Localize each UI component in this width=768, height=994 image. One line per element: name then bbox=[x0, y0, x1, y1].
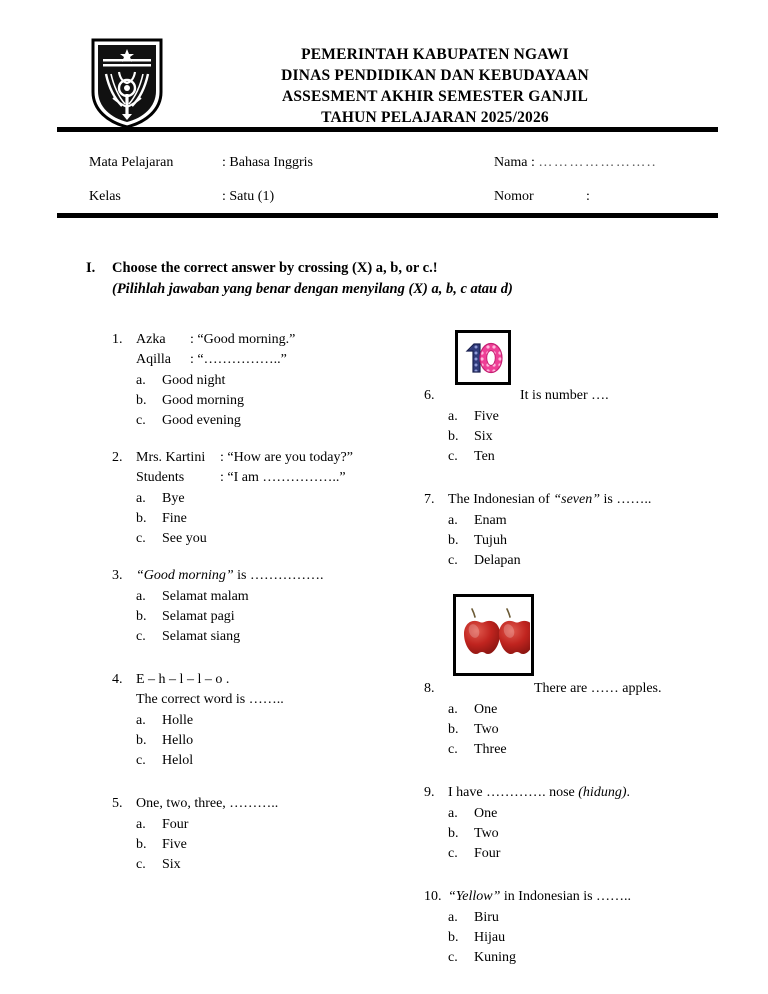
question-8-stem-row bbox=[424, 679, 724, 699]
header-divider-bottom bbox=[57, 213, 718, 218]
question-1-number: 1. bbox=[112, 332, 123, 347]
document-header bbox=[0, 34, 768, 134]
q3-stem-italic: “Good morning” bbox=[136, 568, 234, 583]
question-8-stem: There are …… apples. bbox=[534, 681, 662, 696]
option-c-text: Helol bbox=[162, 753, 194, 768]
question-4 bbox=[112, 670, 412, 771]
option-c-letter: c. bbox=[448, 742, 458, 757]
question-6 bbox=[424, 330, 724, 467]
q7-stem-post: is …….. bbox=[600, 492, 652, 507]
name-label bbox=[494, 155, 657, 171]
subject-label: Mata Pelajaran bbox=[89, 155, 174, 170]
option-b-text: Hijau bbox=[474, 930, 506, 945]
option-c-text: Delapan bbox=[474, 553, 521, 568]
question-9-stem bbox=[448, 783, 724, 803]
question-6-stem: It is number …. bbox=[520, 388, 609, 403]
option-a[interactable] bbox=[136, 587, 412, 607]
question-5 bbox=[112, 794, 412, 875]
q10-stem-post: in Indonesian is …….. bbox=[500, 889, 632, 904]
option-a-text: Good night bbox=[162, 373, 226, 388]
option-b-text: Tujuh bbox=[474, 533, 507, 548]
option-a-letter: a. bbox=[448, 409, 458, 424]
option-c-letter: c. bbox=[448, 846, 458, 861]
apple-right bbox=[499, 609, 530, 654]
subject-value: : Bahasa Inggris bbox=[222, 155, 313, 170]
question-9 bbox=[424, 783, 724, 864]
option-a-letter: a. bbox=[448, 513, 458, 528]
option-b-text: Five bbox=[162, 837, 187, 852]
option-b-text: Hello bbox=[162, 733, 194, 748]
option-a[interactable] bbox=[448, 700, 724, 720]
q9-stem-pre: I have …………. nose bbox=[448, 785, 579, 800]
header-divider-top bbox=[57, 127, 718, 132]
option-b-letter: b. bbox=[136, 837, 147, 852]
option-b[interactable] bbox=[448, 427, 724, 447]
option-b[interactable] bbox=[136, 731, 412, 751]
class-value: : Satu (1) bbox=[222, 189, 275, 204]
option-b-letter: b. bbox=[448, 533, 459, 548]
option-c-letter: c. bbox=[136, 753, 146, 768]
option-b-text: Two bbox=[474, 826, 499, 841]
option-a-letter: a. bbox=[448, 702, 458, 717]
option-c-text: See you bbox=[162, 531, 207, 546]
name-fill-field[interactable]: ………………….. bbox=[538, 155, 657, 170]
question-6-options bbox=[448, 407, 724, 467]
q2-speech-1: : “How are you today?” bbox=[220, 450, 353, 465]
question-1 bbox=[112, 330, 412, 431]
option-b[interactable] bbox=[136, 835, 412, 855]
header-line-3: ASSESMENT AKHIR SEMESTER GANJIL bbox=[281, 88, 589, 105]
option-a-letter: a. bbox=[136, 373, 146, 388]
option-c[interactable] bbox=[136, 529, 412, 549]
option-a-letter: a. bbox=[448, 910, 458, 925]
question-7-options bbox=[448, 511, 724, 571]
question-7-stem bbox=[448, 490, 724, 510]
header-line-4: TAHUN PELAJARAN 2025/2026 bbox=[321, 109, 549, 126]
two-apples-image bbox=[453, 594, 534, 676]
option-a-letter: a. bbox=[136, 713, 146, 728]
questions-left-column bbox=[112, 330, 412, 892]
question-7 bbox=[424, 490, 724, 571]
question-2-options bbox=[136, 489, 412, 549]
q2-speaker-1: Mrs. Kartini bbox=[136, 450, 206, 465]
option-a[interactable] bbox=[136, 489, 412, 509]
option-b[interactable] bbox=[448, 928, 724, 948]
option-b[interactable] bbox=[136, 391, 412, 411]
option-b-letter: b. bbox=[136, 733, 147, 748]
option-a[interactable] bbox=[448, 908, 724, 928]
option-a-text: Holle bbox=[162, 713, 194, 728]
q7-stem-italic: “seven” bbox=[553, 492, 601, 507]
q9-stem-post: . bbox=[626, 785, 630, 800]
question-2-dialog-line-2 bbox=[136, 468, 412, 488]
question-6-image-area bbox=[424, 330, 724, 392]
option-b[interactable] bbox=[136, 509, 412, 529]
q3-stem-rest: is ……………. bbox=[233, 568, 324, 583]
question-4-options bbox=[136, 711, 412, 771]
question-8 bbox=[424, 594, 724, 760]
q1-speaker-2: Aqilla bbox=[136, 352, 171, 367]
question-2-dialog-line-1 bbox=[136, 448, 412, 468]
option-a[interactable] bbox=[448, 511, 724, 531]
option-c-text: Six bbox=[162, 857, 181, 872]
question-10-options bbox=[448, 908, 724, 968]
option-a-letter: a. bbox=[448, 806, 458, 821]
option-b-letter: b. bbox=[136, 393, 147, 408]
question-10-number: 10. bbox=[424, 889, 442, 904]
q10-stem-italic: “Yellow” bbox=[448, 889, 501, 904]
exam-meta-block bbox=[0, 155, 768, 210]
option-c[interactable] bbox=[448, 447, 724, 467]
option-a-text: Enam bbox=[474, 513, 507, 528]
meta-row-class bbox=[0, 189, 768, 215]
option-b-letter: b. bbox=[448, 930, 459, 945]
q2-speech-2: : “I am ……………..” bbox=[220, 470, 346, 485]
option-c-letter: c. bbox=[136, 413, 146, 428]
number-label: Nomor bbox=[494, 189, 534, 204]
option-b-letter: b. bbox=[448, 429, 459, 444]
question-6-number: 6. bbox=[424, 388, 435, 403]
option-a-text: Selamat malam bbox=[162, 589, 249, 604]
option-c[interactable] bbox=[448, 844, 724, 864]
option-c[interactable] bbox=[136, 855, 412, 875]
option-c-letter: c. bbox=[136, 857, 146, 872]
instruction-english-text: Choose the correct answer by crossing (X) a, b, or c.! bbox=[112, 260, 438, 276]
option-a-letter: a. bbox=[136, 491, 146, 506]
question-2 bbox=[112, 448, 412, 549]
question-3-number: 3. bbox=[112, 568, 123, 583]
option-c-text: Selamat siang bbox=[162, 629, 241, 644]
option-a[interactable] bbox=[136, 711, 412, 731]
option-b[interactable] bbox=[448, 720, 724, 740]
question-7-number: 7. bbox=[424, 492, 435, 507]
option-c-text: Three bbox=[474, 742, 507, 757]
question-3-stem bbox=[136, 566, 412, 586]
option-b-letter: b. bbox=[448, 826, 459, 841]
option-c-text: Good evening bbox=[162, 413, 241, 428]
question-4-stem-line-1: E – h – l – l – o . bbox=[136, 672, 230, 687]
number-colon: : bbox=[586, 189, 590, 204]
ngawi-regency-emblem-icon bbox=[89, 36, 165, 130]
apple-left bbox=[464, 609, 500, 654]
option-a-text: Biru bbox=[474, 910, 499, 925]
q1-speech-2: : “……………..” bbox=[190, 352, 287, 367]
meta-row-subject bbox=[0, 155, 768, 181]
question-8-image-area bbox=[424, 594, 724, 672]
option-b-letter: b. bbox=[136, 609, 147, 624]
option-c[interactable] bbox=[448, 740, 724, 760]
option-c-letter: c. bbox=[136, 629, 146, 644]
option-a[interactable] bbox=[448, 804, 724, 824]
question-3-options bbox=[136, 587, 412, 647]
option-a-letter: a. bbox=[136, 817, 146, 832]
q9-stem-italic: (hidung) bbox=[578, 785, 627, 800]
header-line-2: DINAS PENDIDIKAN DAN KEBUDAYAAN bbox=[281, 67, 589, 84]
option-b-text: Fine bbox=[162, 511, 187, 526]
option-a-text: One bbox=[474, 702, 498, 717]
question-10 bbox=[424, 887, 724, 968]
option-b-text: Two bbox=[474, 722, 499, 737]
option-b-text: Good morning bbox=[162, 393, 245, 408]
option-b[interactable] bbox=[448, 824, 724, 844]
instruction-roman-numeral: I. bbox=[86, 260, 96, 276]
option-c-letter: c. bbox=[448, 553, 458, 568]
q7-stem-pre: The Indonesian of bbox=[448, 492, 554, 507]
option-a-letter: a. bbox=[136, 589, 146, 604]
question-4-stem-line-2: The correct word is …….. bbox=[136, 692, 284, 707]
question-5-stem: One, two, three, ……….. bbox=[136, 796, 279, 811]
option-b-letter: b. bbox=[136, 511, 147, 526]
class-label: Kelas bbox=[89, 189, 121, 204]
name-colon: : bbox=[530, 155, 535, 170]
option-b-letter: b. bbox=[448, 722, 459, 737]
question-5-options bbox=[136, 815, 412, 875]
header-line-1: PEMERINTAH KABUPATEN NGAWI bbox=[301, 46, 569, 63]
option-a[interactable] bbox=[448, 407, 724, 427]
option-c-text: Ten bbox=[474, 449, 495, 464]
q1-speech-1: : “Good morning.” bbox=[190, 332, 296, 347]
question-8-number: 8. bbox=[424, 681, 435, 696]
option-b-text: Six bbox=[474, 429, 493, 444]
option-a[interactable] bbox=[136, 815, 412, 835]
header-title-block bbox=[175, 44, 695, 128]
question-9-options bbox=[448, 804, 724, 864]
option-a-text: Bye bbox=[162, 491, 185, 506]
question-8-options bbox=[448, 700, 724, 760]
question-1-dialog-line-2 bbox=[136, 350, 412, 370]
option-a-text: Five bbox=[474, 409, 499, 424]
questions-right-column bbox=[424, 330, 724, 985]
question-9-number: 9. bbox=[424, 785, 435, 800]
option-a-text: One bbox=[474, 806, 498, 821]
option-b[interactable] bbox=[136, 607, 412, 627]
option-a-text: Four bbox=[162, 817, 189, 832]
option-c[interactable] bbox=[136, 627, 412, 647]
question-3 bbox=[112, 566, 412, 647]
option-c-text: Kuning bbox=[474, 950, 516, 965]
option-c[interactable] bbox=[136, 751, 412, 771]
instruction-indonesian-text: (Pilihlah jawaban yang benar dengan menyilang (X) a, b, c atau d) bbox=[112, 281, 513, 297]
option-b-text: Selamat pagi bbox=[162, 609, 235, 624]
option-c[interactable] bbox=[448, 551, 724, 571]
name-label-text: Nama bbox=[494, 155, 528, 170]
instruction-english-line bbox=[86, 260, 686, 277]
option-c-letter: c. bbox=[448, 950, 458, 965]
option-c-letter: c. bbox=[136, 531, 146, 546]
option-c[interactable] bbox=[448, 948, 724, 968]
question-1-options bbox=[136, 371, 412, 431]
option-c[interactable] bbox=[136, 411, 412, 431]
question-1-dialog-line-1 bbox=[136, 330, 412, 350]
option-c-text: Four bbox=[474, 846, 501, 861]
option-a[interactable] bbox=[136, 371, 412, 391]
number-ten-image bbox=[455, 330, 511, 385]
question-5-number: 5. bbox=[112, 796, 123, 811]
question-4-number: 4. bbox=[112, 672, 123, 687]
question-2-number: 2. bbox=[112, 450, 123, 465]
q1-speaker-1: Azka bbox=[136, 332, 166, 347]
question-10-stem bbox=[448, 887, 724, 907]
option-b[interactable] bbox=[448, 531, 724, 551]
q2-speaker-2: Students bbox=[136, 470, 185, 485]
instruction-block bbox=[86, 260, 686, 298]
option-c-letter: c. bbox=[448, 449, 458, 464]
